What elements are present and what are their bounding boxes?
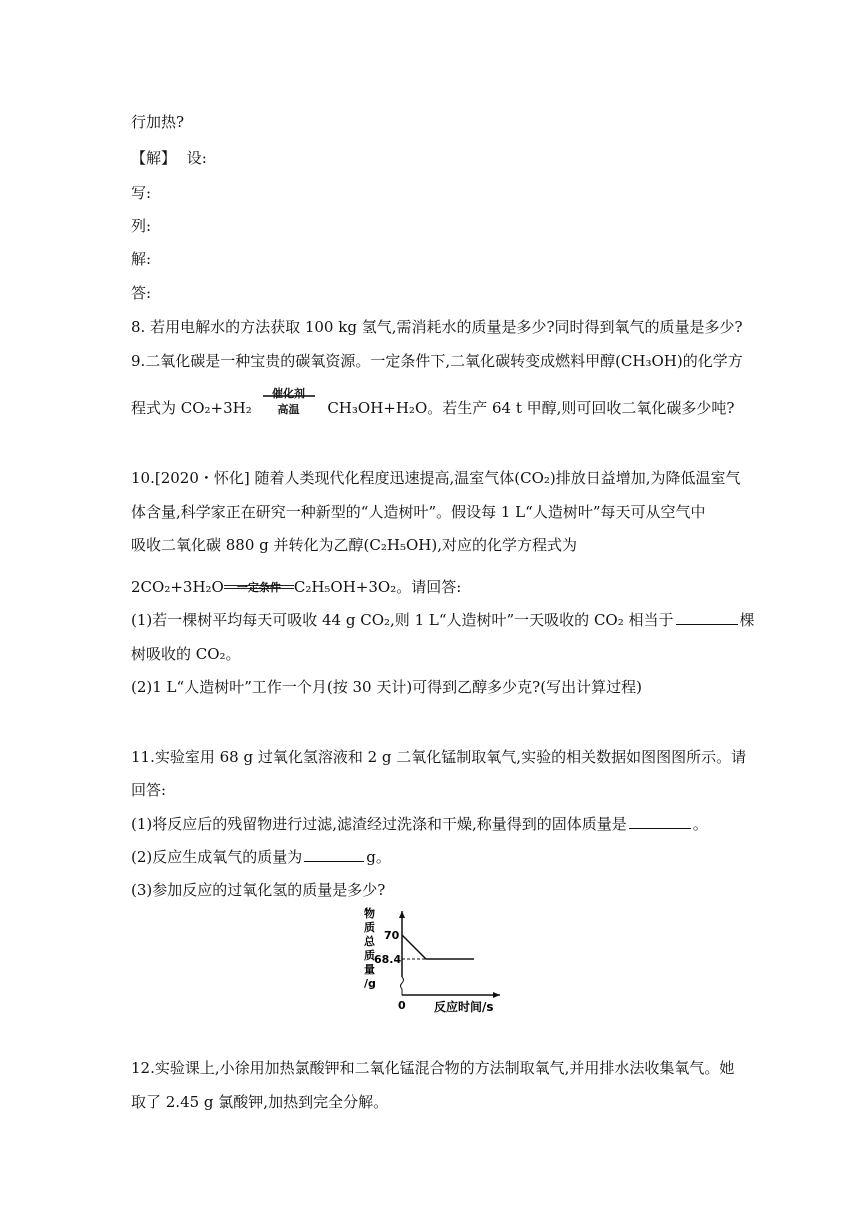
catalyst-label: 催化剂 bbox=[272, 387, 306, 400]
equation-reactants: 2CO₂+3H₂O bbox=[131, 578, 224, 596]
step-list: 列: bbox=[131, 217, 152, 235]
step-answer: 答: bbox=[131, 284, 152, 302]
solution-label: 【解】 bbox=[131, 149, 177, 167]
question-11-part-3: (3)参加反应的过氧化氢的质量是多少? bbox=[131, 881, 386, 899]
axis-break bbox=[401, 977, 404, 995]
question-10-line-3: 吸收二氧化碳 880 g 并转化为乙醇(C₂H₅OH),对应的化学方程式为 bbox=[131, 536, 577, 554]
equation-products: C₂H₅OH+3O₂。请回答: bbox=[293, 578, 462, 596]
question-11-part-1 bbox=[131, 814, 708, 834]
step-solve: 解: bbox=[131, 250, 152, 268]
answer-blank bbox=[676, 610, 738, 625]
y-axis-label-char: 质 bbox=[364, 949, 375, 962]
mass-time-chart bbox=[350, 905, 520, 1015]
question-11-line-1: 11.实验室用 68 g 过氧化氢溶液和 2 g 二氧化锰制取氧气,实验的相关数据如图图图所示。请 bbox=[131, 748, 747, 766]
y-axis-label-char: 总 bbox=[364, 935, 375, 948]
y-axis-label bbox=[364, 906, 376, 990]
origin-label: 0 bbox=[398, 999, 406, 1012]
question-9-line-2 bbox=[131, 387, 735, 420]
question-9-line-1: 9.二氧化碳是一种宝贵的碳氧资源。一定条件下,二氧化碳转变成燃料甲醇(CH₃OH)的化学方 bbox=[131, 352, 743, 370]
y-axis-arrow bbox=[399, 911, 405, 918]
x-axis-label: 反应时间/s bbox=[434, 1000, 494, 1014]
equation-reactants: 程式为 CO₂+3H₂ bbox=[131, 399, 252, 417]
y-axis-label-char: 量 bbox=[364, 963, 375, 976]
series-line bbox=[402, 935, 474, 959]
x-axis-arrow bbox=[493, 992, 500, 998]
question-10-line-2: 体含量,科学家正在研究一种新型的“人造树叶”。假设每 1 L“人造树叶”每天可从空气中 bbox=[131, 503, 706, 521]
question-10-line-4 bbox=[131, 577, 461, 597]
question-10-part-2: (2)1 L“人造树叶”工作一个月(按 30 天计)可得到乙醇多少克?(写出计算过程) bbox=[131, 678, 642, 696]
equation-products: CH₃OH+H₂O。若生产 64 t 甲醇,则可回收二氧化碳多少吨? bbox=[327, 399, 735, 417]
question-11-part-2 bbox=[131, 847, 391, 867]
text-line: 行加热? bbox=[131, 113, 185, 131]
question-text: 。 bbox=[692, 815, 708, 833]
step-let: 设: bbox=[186, 149, 207, 167]
condition-label: 一定条件 bbox=[236, 581, 281, 594]
question-12-line-2: 取了 2.45 g 氯酸钾,加热到完全分解。 bbox=[131, 1093, 389, 1111]
question-text: (2)反应生成氧气的质量为 bbox=[131, 848, 303, 866]
y-tick-label: 70 bbox=[384, 929, 400, 942]
question-11-line-2: 回答: bbox=[131, 781, 167, 799]
question-text: (1)若一棵树平均每天可吸收 44 g CO₂,则 1 L“人造树叶”一天吸收的 CO₂ 相当于 bbox=[131, 611, 674, 629]
solution-header bbox=[131, 148, 207, 168]
question-10-part-1 bbox=[131, 610, 755, 630]
question-text: 棵 bbox=[739, 611, 755, 629]
question-text: (1)将反应后的残留物进行过滤,滤渣经过洗涤和干燥,称量得到的固体质量是 bbox=[131, 815, 627, 833]
question-8: 8. 若用电解水的方法获取 100 kg 氢气,需消耗水的质量是多少?同时得到氧气的质量是多少? bbox=[131, 318, 743, 336]
temperature-label: 高温 bbox=[277, 403, 300, 416]
y-axis-label-char: 物 bbox=[364, 907, 375, 920]
step-write: 写: bbox=[131, 184, 152, 202]
question-text: g。 bbox=[366, 848, 391, 866]
question-12-line-1: 12.实验课上,小徐用加热氯酸钾和二氧化锰混合物的方法制取氧气,并用排水法收集氧气。她 bbox=[131, 1059, 735, 1077]
question-10-line-1: 10.[2020・怀化] 随着人类现代化程度迅速提高,温室气体(CO₂)排放日益增加,为降低温室气 bbox=[131, 469, 741, 487]
y-tick-label: 68.4 bbox=[374, 953, 402, 966]
answer-blank bbox=[304, 847, 364, 862]
reaction-condition bbox=[263, 387, 315, 420]
question-10-part-1-cont: 树吸收的 CO₂。 bbox=[131, 645, 241, 663]
y-axis-label-char: /g bbox=[364, 977, 376, 990]
y-axis-label-char: 质 bbox=[364, 921, 375, 934]
answer-blank bbox=[629, 814, 691, 829]
